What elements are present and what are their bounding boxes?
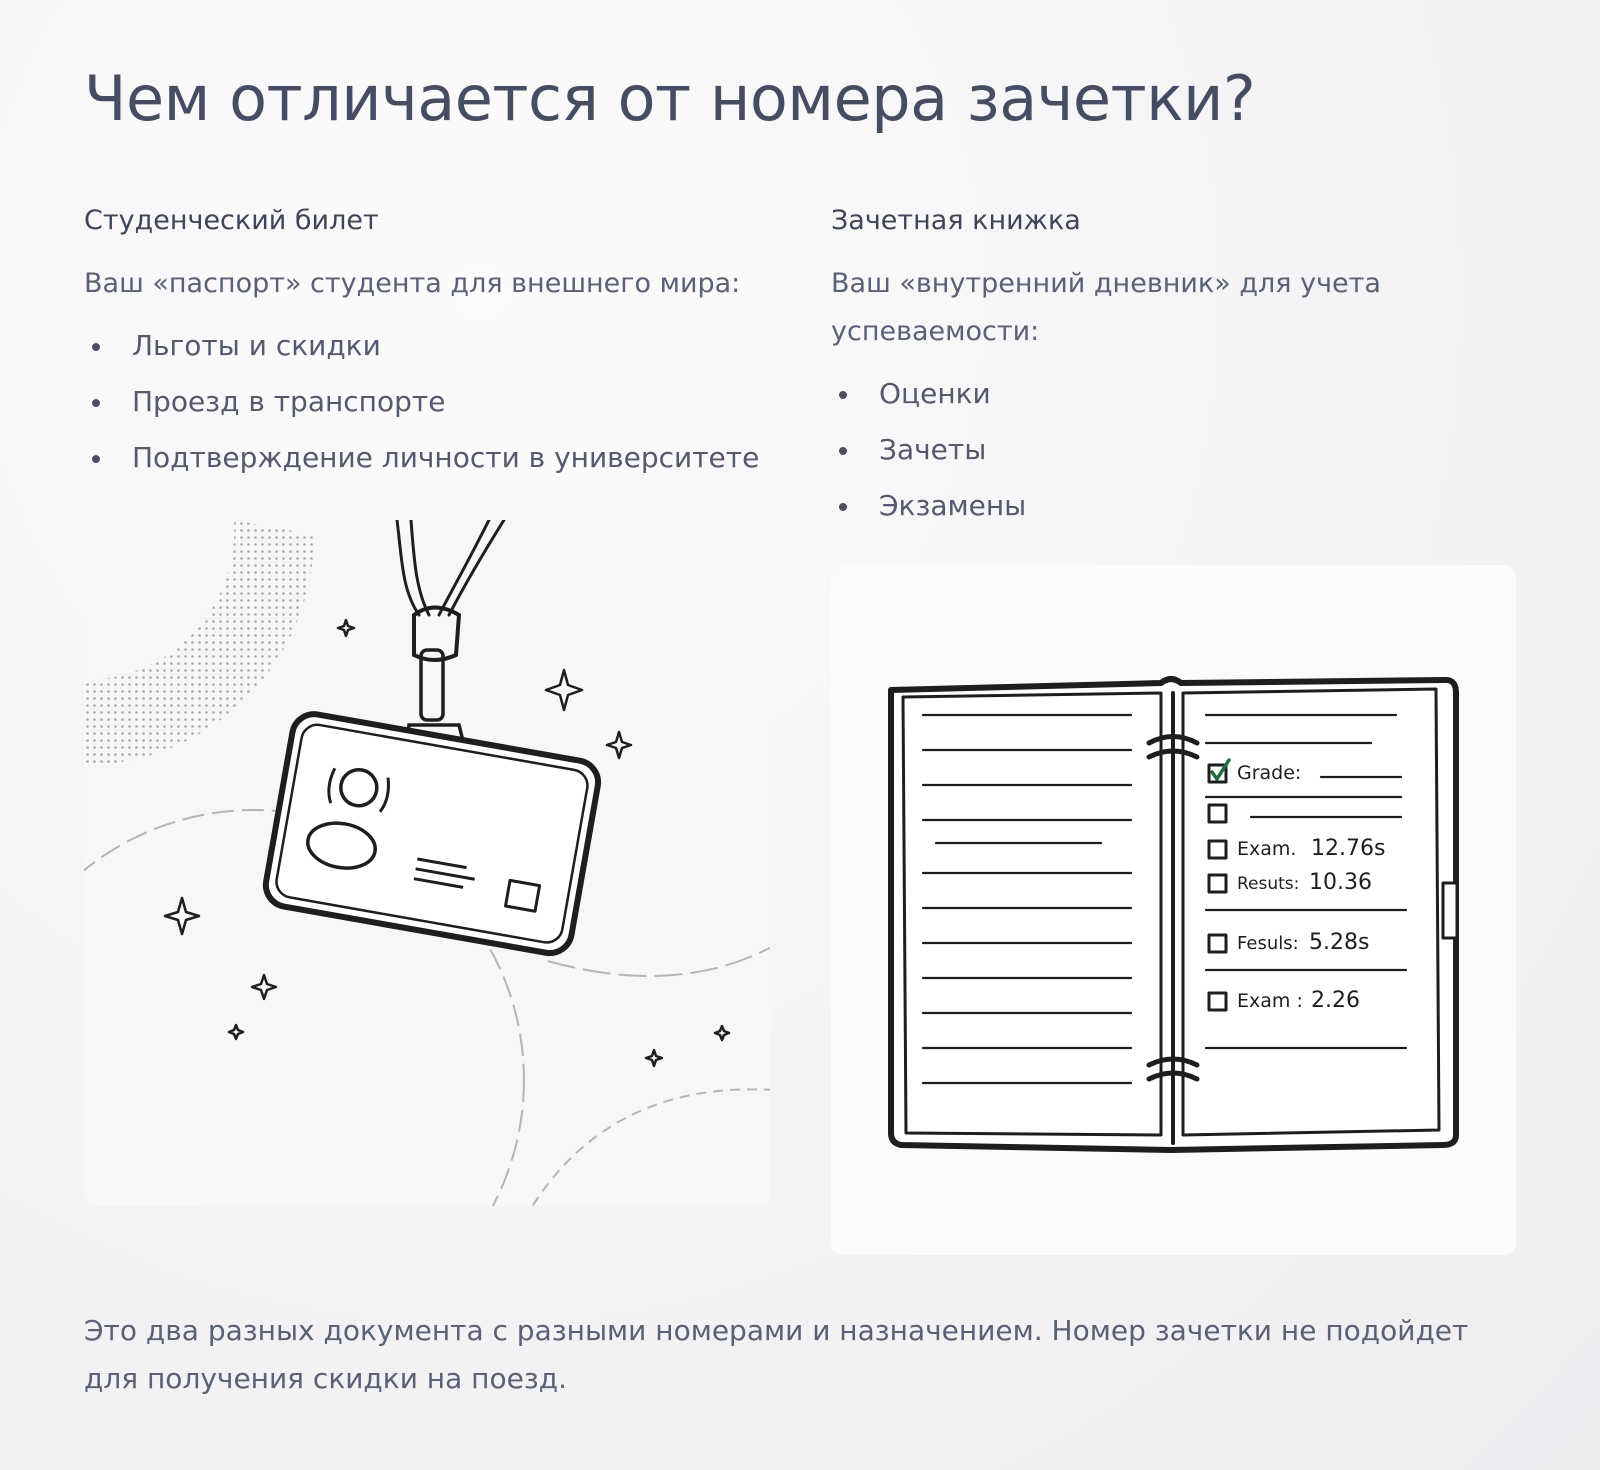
student-id-heading: Студенческий билет [84, 205, 379, 236]
notebook-row-value: 12.76s [1311, 836, 1386, 861]
list-item: Подтверждение личности в университете [84, 430, 784, 486]
student-id-list [84, 318, 784, 486]
record-book-column [831, 196, 1531, 534]
list-item: Проезд в транспорте [84, 374, 784, 430]
list-item: Льготы и скидки [84, 318, 784, 374]
student-id-illustration [84, 520, 770, 1206]
notebook-row-value: 5.28s [1309, 930, 1370, 955]
record-book-illustration [831, 565, 1516, 1255]
notebook-row-value: 10.36 [1309, 870, 1372, 895]
record-book-list [831, 366, 1531, 534]
halftone-ring-icon [84, 520, 314, 765]
page-title: Чем отличается от номера зачетки? [84, 62, 1256, 135]
lanyard-icon [397, 520, 504, 745]
list-item: Зачеты [831, 422, 1531, 478]
list-item: Экзамены [831, 478, 1531, 534]
notebook-row-value: 2.26 [1311, 988, 1360, 1013]
notebook-row-label: Fesuls: [1237, 933, 1299, 954]
student-id-intro: Ваш «паспорт» студента для внешнего мира: [84, 268, 741, 299]
id-card-icon [262, 711, 601, 957]
notebook-row-label: Exam : [1237, 990, 1303, 1012]
open-notebook-icon [831, 565, 1516, 1255]
record-book-heading: Зачетная книжка [831, 205, 1081, 236]
notebook-row-label: Grade: [1237, 762, 1302, 784]
footer-note: Это два разных документа с разными номерами и назначением. Номер зачетки не подойдет для получения скидки на поезд. [84, 1314, 1469, 1395]
record-book-intro: Ваш «внутренний дневник» для учета успеваемости: [831, 268, 1381, 347]
student-id-column [84, 196, 784, 486]
list-item: Оценки [831, 366, 1531, 422]
notebook-row-label: Resuts: [1237, 874, 1300, 894]
notebook-row-label: Exam. [1237, 838, 1297, 860]
